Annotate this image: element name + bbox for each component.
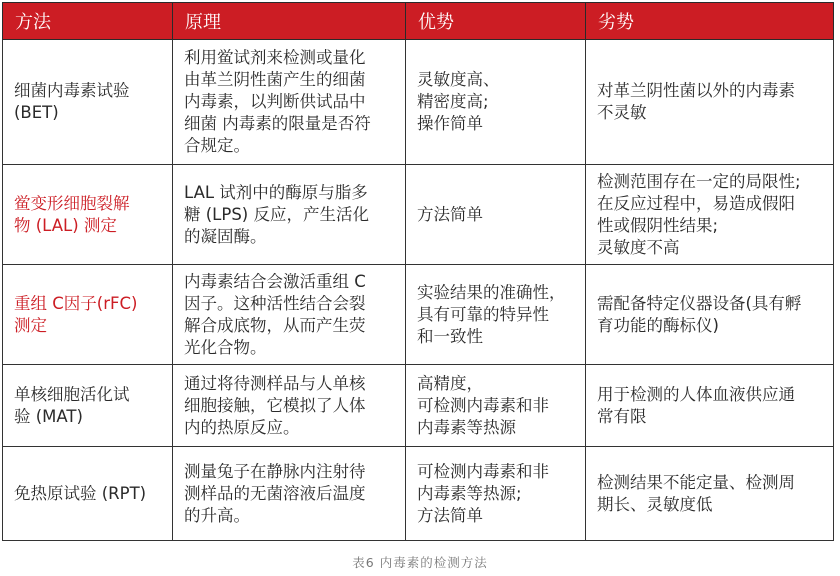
disadvantage-cell (586, 447, 834, 541)
method-line: 鲎变形细胞裂解 (14, 193, 130, 213)
method-line: 验 (MAT) (14, 406, 83, 426)
principle-line: 内的热原反应。 (184, 417, 300, 437)
disadvantage-line: 检测范围存在一定的局限性; (597, 171, 801, 191)
method-line: 细菌内毒素试验 (14, 81, 130, 100)
principle-line: 内毒素结合会激活重组 C (184, 271, 366, 291)
disadvantage-line: 育功能的酶标仪) (597, 315, 719, 335)
advantage-line: 具有可靠的特异性 (417, 304, 549, 324)
header-disadvantage: 劣势 (586, 3, 834, 40)
disadvantage-line: 期长、灵敏度低 (597, 494, 713, 514)
header-advantage: 优势 (406, 3, 586, 40)
table-row (3, 365, 834, 447)
principle-cell (173, 40, 406, 165)
principle-line: 由革兰阴性菌产生的细菌 (184, 70, 366, 89)
principle-line: 利用鲎试剂来检测或量化 (184, 48, 366, 67)
advantage-line: 实验结果的准确性， (417, 282, 566, 302)
principle-line: 细胞接触，它模拟了人体 (184, 395, 366, 415)
advantage-line: 内毒素等热源 (417, 417, 516, 437)
principle-line: 的凝固酶。 (184, 226, 267, 246)
principle-line: 内毒素，以判断供试品中 (184, 92, 366, 111)
table-header-row (3, 3, 834, 40)
disadvantage-line: 检测结果不能定量、检测周 (597, 472, 795, 492)
disadvantage-cell (586, 165, 834, 265)
advantage-line: 可检测内毒素和非 (417, 461, 549, 481)
advantage-line: 方法简单 (417, 204, 483, 224)
principle-line: 合规定。 (184, 136, 250, 155)
header-principle: 原理 (173, 3, 406, 40)
advantage-line: 和一致性 (417, 326, 483, 346)
disadvantage-line: 不灵敏 (597, 103, 647, 122)
method-line: 重组 C因子(rFC) (14, 293, 138, 313)
principle-line: 光化合物。 (184, 337, 267, 357)
disadvantage-cell (586, 365, 834, 447)
method-line: 免热原试验 (RPT) (14, 483, 147, 503)
principle-cell (173, 447, 406, 541)
disadvantage-line: 需配备特定仪器设备(具有孵 (597, 293, 802, 313)
method-cell (3, 365, 173, 447)
advantage-line: 精密度高; (417, 92, 489, 111)
advantage-line: 内毒素等热源; (417, 483, 522, 503)
principle-cell (173, 365, 406, 447)
disadvantage-cell (586, 265, 834, 365)
principle-cell (173, 165, 406, 265)
principle-line: 细菌 内毒素的限量是否符 (184, 114, 371, 133)
table-caption: 表6 内毒素的检测方法 (352, 555, 488, 570)
advantage-cell (406, 265, 586, 365)
method-cell (3, 40, 173, 165)
detection-methods-table (2, 2, 834, 541)
header-method: 方法 (3, 3, 173, 40)
table-row (3, 40, 834, 165)
method-cell (3, 165, 173, 265)
disadvantage-line: 常有限 (597, 406, 647, 426)
principle-line: 解合成底物，从而产生荧 (184, 315, 366, 335)
advantage-cell (406, 40, 586, 165)
disadvantage-line: 灵敏度不高 (597, 237, 680, 257)
advantage-line: 操作简单 (417, 114, 483, 133)
principle-line: LAL 试剂中的酶原与脂多 (184, 182, 368, 202)
disadvantage-cell (586, 40, 834, 165)
principle-cell (173, 265, 406, 365)
disadvantage-line: 对革兰阴性菌以外的内毒素 (597, 81, 795, 100)
advantage-cell (406, 165, 586, 265)
advantage-line: 灵敏度高、 (417, 70, 500, 89)
principle-line: 测量兔子在静脉内注射待 (184, 461, 366, 481)
table-row (3, 165, 834, 265)
method-cell (3, 447, 173, 541)
advantage-line: 方法简单 (417, 505, 483, 525)
methods-table-container (2, 2, 833, 541)
principle-line: 糖 (LPS) 反应，产生活化 (184, 204, 369, 224)
disadvantage-line: 性或假阴性结果; (597, 215, 719, 235)
principle-line: 通过将待测样品与人单核 (184, 373, 366, 393)
principle-line: 测样品的无菌溶液后温度 (184, 483, 366, 503)
method-line: (BET) (14, 103, 59, 122)
disadvantage-line: 用于检测的人体血液供应通 (597, 384, 795, 404)
method-line: 单核细胞活化试 (14, 384, 130, 404)
advantage-cell (406, 365, 586, 447)
method-cell (3, 265, 173, 365)
advantage-cell (406, 447, 586, 541)
advantage-line: 高精度， (417, 373, 483, 393)
principle-line: 因子。这种活性结合会裂 (184, 293, 366, 313)
method-line: 物 (LAL) 测定 (14, 215, 117, 235)
table-row (3, 265, 834, 365)
disadvantage-line: 在反应过程中，易造成假阳 (597, 193, 795, 213)
table-row (3, 447, 834, 541)
advantage-line: 可检测内毒素和非 (417, 395, 549, 415)
principle-line: 的升高。 (184, 505, 250, 525)
method-line: 测定 (14, 315, 47, 335)
